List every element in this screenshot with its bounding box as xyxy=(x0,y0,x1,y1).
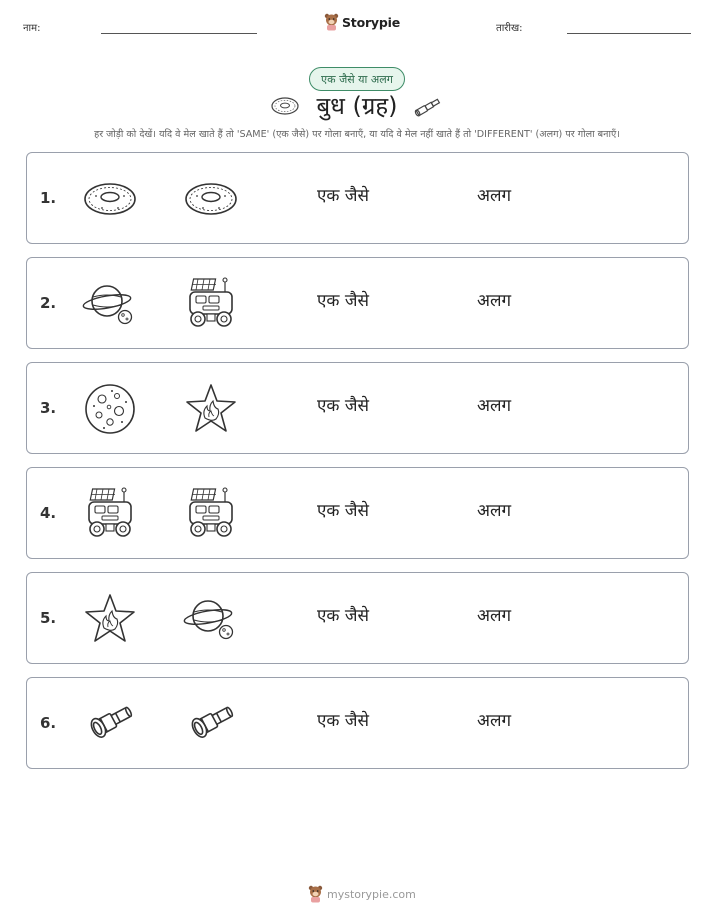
question-row-1 xyxy=(26,152,689,244)
telescope-icon xyxy=(82,697,138,751)
question-number: 1. xyxy=(40,189,57,207)
option-different[interactable]: अलग xyxy=(477,606,512,626)
rover-icon xyxy=(82,487,138,541)
page-title: बुध (ग्रह) xyxy=(316,92,398,120)
question-row-4 xyxy=(26,467,689,559)
option-different[interactable]: अलग xyxy=(477,711,512,731)
bear-mascot-icon xyxy=(324,13,339,31)
footer xyxy=(308,885,416,903)
date-line[interactable] xyxy=(567,33,691,34)
rover-icon xyxy=(183,487,239,541)
star-icon xyxy=(183,382,239,436)
question-row-3 xyxy=(26,362,689,454)
question-number: 3. xyxy=(40,399,57,417)
telescope-icon xyxy=(183,697,239,751)
star-icon xyxy=(82,592,138,646)
option-same[interactable]: एक जैसे xyxy=(317,711,369,731)
donut-icon xyxy=(183,172,239,226)
brand-name: Storypie xyxy=(342,14,400,30)
option-same[interactable]: एक जैसे xyxy=(317,396,369,416)
option-same[interactable]: एक जैसे xyxy=(317,606,369,626)
option-same[interactable]: एक जैसे xyxy=(317,501,369,521)
question-number: 4. xyxy=(40,504,57,522)
option-different[interactable]: अलग xyxy=(477,396,512,416)
brand-logo xyxy=(324,13,400,31)
name-line[interactable] xyxy=(101,33,257,34)
bear-mascot-icon xyxy=(308,885,323,903)
question-row-5 xyxy=(26,572,689,664)
instructions-text: हर जोड़ी को देखें। यदि वे मेल खाते हैं तो 'SAME' (एक जैसे) पर गोला बनाएँ, या यदि वे मेल नहीं खाते हैं तो 'DIFFERENT' (अलग) पर गोला बनाएँ। xyxy=(94,129,620,140)
option-different[interactable]: अलग xyxy=(477,186,512,206)
worksheet-type-badge: एक जैसे या अलग xyxy=(309,67,405,91)
question-row-2 xyxy=(26,257,689,349)
question-number: 6. xyxy=(40,714,57,732)
date-label: तारीख: xyxy=(496,23,523,34)
question-number: 5. xyxy=(40,609,57,627)
option-same[interactable]: एक जैसे xyxy=(317,291,369,311)
planet-icon xyxy=(183,592,239,646)
option-different[interactable]: अलग xyxy=(477,501,512,521)
rover-icon xyxy=(183,277,239,331)
telescope-icon xyxy=(412,96,444,118)
question-row-6 xyxy=(26,677,689,769)
donut-icon xyxy=(82,172,138,226)
question-number: 2. xyxy=(40,294,57,312)
planet-icon xyxy=(82,277,138,331)
moon-icon xyxy=(82,382,138,436)
name-label: नाम: xyxy=(23,23,41,34)
option-different[interactable]: अलग xyxy=(477,291,512,311)
option-same[interactable]: एक जैसे xyxy=(317,186,369,206)
footer-url[interactable]: mystorypie.com xyxy=(327,887,416,901)
